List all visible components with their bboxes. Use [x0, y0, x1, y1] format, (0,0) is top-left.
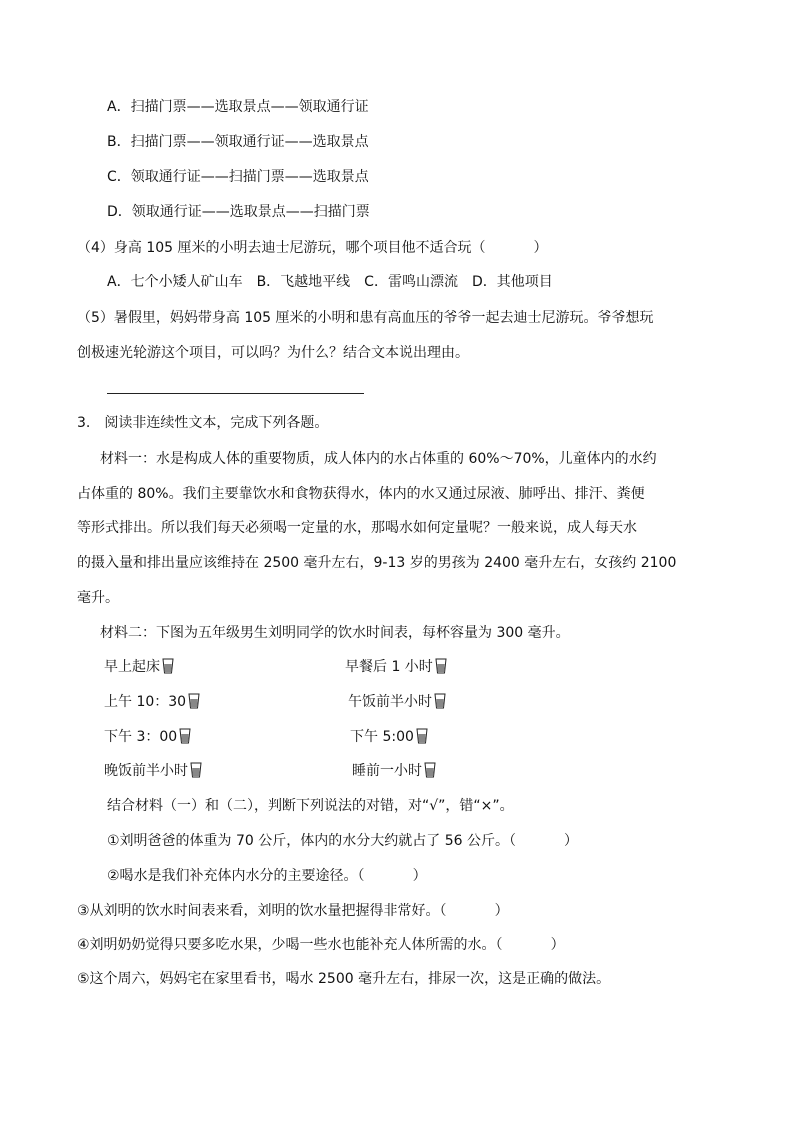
cup-icon	[162, 658, 174, 674]
cup-icon	[424, 762, 436, 778]
schedule-item	[104, 692, 200, 712]
answer-line[interactable]	[107, 393, 364, 394]
judgment-1	[107, 831, 578, 851]
option-d: D．领取通行证——选取景点——扫描门票	[107, 204, 370, 220]
schedule-time: 睡前一小时	[352, 763, 422, 779]
question-5-line-2: 创极速光轮游这个项目，可以吗？为什么？结合文本说出理由。	[77, 345, 469, 361]
schedule-time: 早上起床	[104, 659, 160, 675]
judgment-text: ①刘明爸爸的体重为 70 公斤，体内的水分大约就占了 56 公斤。（	[107, 833, 516, 849]
cup-icon	[435, 658, 447, 674]
section-3-heading: 3. 阅读非连续性文本，完成下列各题。	[77, 415, 329, 431]
material-1-line-5: 毫升。	[77, 590, 119, 606]
question-4-options: A．七个小矮人矿山车 B．飞越地平线 C．雷鸣山漂流 D．其他项目	[107, 274, 553, 290]
schedule-time: 下午 3：00	[104, 729, 178, 745]
judgment-4	[77, 935, 565, 955]
close-paren: ）	[563, 833, 578, 849]
question-4-stem: （4）身高 105 厘米的小明去迪士尼游玩，哪个项目他不适合玩（	[77, 240, 486, 256]
option-c: C．领取通行证——扫描门票——选取景点	[107, 169, 369, 185]
judgment-text: ③从刘明的饮水时间表来看，刘明的饮水量把握得非常好。（	[77, 903, 447, 919]
cup-icon	[416, 728, 428, 744]
schedule-time: 下午 5:00	[350, 729, 414, 745]
material-2-text: 材料二：下图为五年级男生刘明同学的饮水时间表，每杯容量为 300 毫升。	[100, 625, 570, 641]
material-1-line-1: 材料一：水是构成人体的重要物质，成人体内的水占体重的 60%～70%，儿童体内的水约	[100, 451, 657, 467]
judgment-instruction: 结合材料（一）和（二），判断下列说法的对错，对“√”，错“×”。	[107, 798, 514, 814]
schedule-time: 晚饭前半小时	[104, 763, 188, 779]
schedule-time: 上午 10：30	[104, 694, 187, 710]
material-1-line-2: 占体重的 80%。我们主要靠饮水和食物获得水，体内的水又通过尿液、肺呼出、排汗、粪便	[77, 486, 645, 502]
schedule-item	[104, 761, 202, 781]
cup-icon	[434, 693, 446, 709]
option-b: B．扫描门票——领取通行证——选取景点	[107, 134, 369, 150]
schedule-item	[345, 657, 447, 677]
schedule-time: 午饭前半小时	[348, 694, 432, 710]
schedule-time: 早餐后 1 小时	[345, 659, 433, 675]
close-paren: ）	[533, 240, 548, 256]
judgment-2	[107, 866, 427, 886]
schedule-item	[350, 727, 428, 747]
close-paren: ）	[494, 903, 509, 919]
judgment-text: ②喝水是我们补充体内水分的主要途径。（	[107, 868, 365, 884]
cup-icon	[188, 693, 200, 709]
option-a: A．扫描门票——选取景点——领取通行证	[107, 99, 369, 115]
question-4	[77, 238, 548, 258]
material-1-line-4: 的摄入量和排出量应该维持在 2500 毫升左右，9-13 岁的男孩为 2400 毫升左右，女孩约 2100	[77, 555, 677, 571]
schedule-item	[104, 727, 191, 747]
schedule-item	[104, 657, 174, 677]
judgment-3	[77, 901, 509, 921]
close-paren: ）	[412, 868, 427, 884]
question-5-line-1: （5）暑假里，妈妈带身高 105 厘米的小明和患有高血压的爷爷一起去迪士尼游玩。爷爷想玩	[77, 310, 654, 326]
schedule-item	[352, 761, 436, 781]
cup-icon	[190, 762, 202, 778]
judgment-text: ④刘明奶奶觉得只要多吃水果，少喝一些水也能补充人体所需的水。（	[77, 937, 503, 953]
schedule-item	[348, 692, 446, 712]
close-paren: ）	[550, 937, 565, 953]
cup-icon	[179, 728, 191, 744]
material-1-line-3: 等形式排出。所以我们每天必须喝一定量的水，那喝水如何定量呢？一般来说，成人每天水	[77, 520, 637, 536]
judgment-5: ⑤这个周六，妈妈宅在家里看书，喝水 2500 毫升左右，排尿一次，这是正确的做法。	[77, 971, 611, 987]
